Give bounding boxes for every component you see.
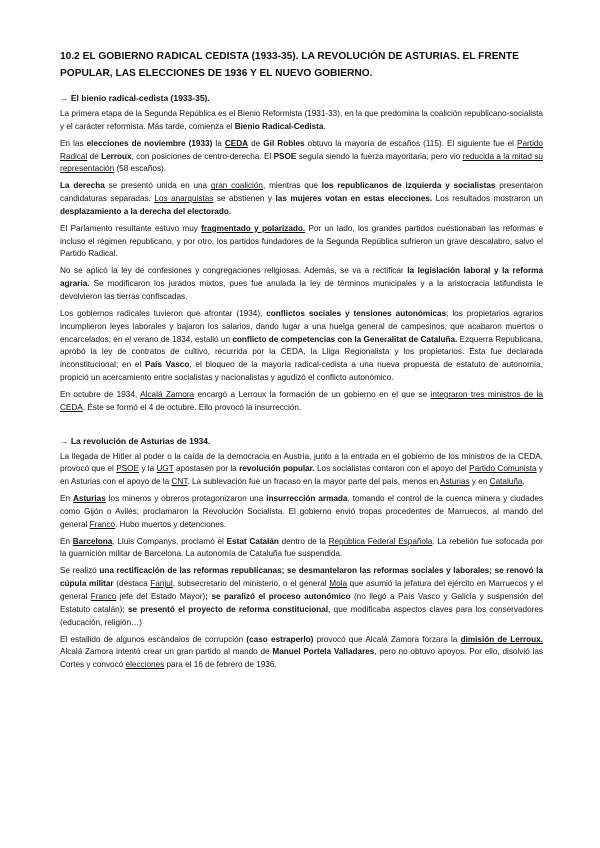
text: encargó a Lerroux la formación de un gobierno en el que se [194, 389, 431, 399]
underline-text: Alcalá Zamora [140, 389, 195, 399]
text: Los socialistas contaron con el apoyo del [314, 464, 470, 474]
text: y en Asturias con el apoyo de la [60, 464, 543, 487]
section-heading-bienio: → El bienio radical-cedista (1933-35). [60, 93, 210, 103]
underline-text: Cataluña [489, 477, 523, 487]
text: jefe del Estado Mayor) [116, 592, 206, 601]
paragraph-2 [60, 138, 543, 177]
text: obtuvo la mayoría de escaños (115). El siguiente fue el [304, 138, 518, 148]
bold-text: la legislación laboral y la reforma agraria. [60, 266, 544, 289]
text: , con posiciones de centro-derecha. El [131, 151, 274, 161]
text: Los resultados mostraron un [432, 194, 543, 204]
text: En [60, 536, 73, 546]
bold-text: desplazamiento a la derecha del electorado. [60, 206, 232, 216]
text: . Hubo muertos y detenciones. [115, 519, 227, 529]
text: , tomando el control de la cuenca minera y ciudades como Gijón o Avilés; proclamaron la Revolución Socialista. El gobierno envió tropas procedentes de Marruecos, al mando del general [60, 494, 543, 529]
underline-text: República Federal Española [328, 536, 433, 546]
bold-text: (caso estraperlo) [246, 634, 314, 644]
paragraph-11 [60, 565, 543, 629]
underline-text: Asturias [440, 477, 470, 487]
section-heading-asturias: → La revolución de Asturias de 1934. [60, 435, 211, 446]
bold-text: País Vasco [145, 360, 190, 370]
bold-underline-text: Barcelona [72, 536, 113, 546]
text: , que modificaba aspectos claves para los conservadores (educación, religión…) [60, 604, 543, 627]
bold-text: PSOE [273, 151, 297, 161]
text: (58 escaños). [114, 164, 167, 174]
text: de [248, 138, 264, 148]
text: En octubre de 1934, [60, 389, 141, 399]
text: apostasen por la [173, 464, 240, 474]
text: seguía siendo la fuerza mayoritaria, pero vio [296, 151, 463, 161]
bold-text: los republicanos de izquierda y socialistas [321, 181, 496, 191]
bold-text: Manuel Portela Valladares [272, 647, 375, 657]
paragraph-12 [60, 634, 543, 673]
paragraph-3 [60, 180, 543, 219]
paragraph-1 [60, 108, 543, 134]
underline-text: elecciones [125, 660, 165, 670]
bold-text: La derecha [60, 181, 105, 191]
text: que asumió la jefatura del ejército en Marruecos y el general [60, 579, 543, 601]
text: . [522, 477, 525, 487]
bold-text: Gil Robles [263, 138, 305, 148]
bold-underline-text: Asturias [72, 494, 106, 504]
underline-text: UGT [156, 464, 174, 474]
text: Por un lado, los grandes partidos cuestionaban las reformas e incluso el régimen republicano, y por otro, los partidos fundadores de la Segunda República sufrieron un grave descalabro, salvo el Partido Radical. [60, 223, 543, 259]
paragraph-5 [60, 265, 543, 304]
text: . [323, 121, 326, 131]
text: dentro de la [278, 536, 329, 546]
text: presentaron candidaturas separadas. [60, 181, 543, 204]
underline-text: reducida a la mitad su representación [60, 151, 543, 174]
text: (no llegó a País Vasco y Galicia y suspensión del Estatuto catalán); [60, 592, 543, 614]
text: . La sublevación fue un fracaso en la mayor parte del país, menos en [187, 477, 441, 487]
underline-text: gran coalición [210, 181, 263, 191]
text: se abstienen y [213, 194, 276, 204]
paragraph-7 [60, 389, 543, 415]
underline-text: Fanjul [150, 579, 173, 589]
underline-text: Franco [89, 519, 116, 529]
bold-text: las mujeres votan en estas elecciones. [275, 194, 433, 204]
underline-text: PSOE [116, 464, 139, 474]
underline-text: Los anarquistas [154, 194, 214, 204]
bold-underline-text: dimisión de Lerroux. [460, 634, 544, 644]
bold-text: Bienio Radical-Cedista [234, 121, 324, 131]
underline-text: Partido Radical [60, 138, 543, 161]
text: En las [60, 138, 87, 148]
paragraph-10 [60, 536, 543, 562]
text: . La rebelión fue sofocada por la guarnición militar de Barcelona. La autonomía de Cataluña fue suspendida. [60, 536, 544, 559]
text: Alcalá Zamora intentó crear un gran partido al mando de [60, 647, 273, 657]
bold-text: conflictos sociales y tensiones autonómicas [266, 308, 447, 318]
text: los mineros y obreros protagonizaron una [105, 494, 267, 504]
document-page [60, 48, 543, 676]
text: y la [138, 464, 157, 474]
text: Los gobiernos radicales tuvieron que afrontar (1934), [60, 308, 267, 318]
text: de [87, 151, 102, 161]
text: , el bloqueo de la mayoría radical-cedista a una nueva propuesta de estatuto de autonomía, propició un acercamiento entre socialistas y nacionalistas y agudizó el conflicto autonómico. [60, 360, 543, 383]
text: La primera etapa de la Segunda República es el Bienio Reformista (1931-33), en la que predomina la coalición republicano-socialista y el carácter reformista. Más tarde, comienza el [60, 109, 543, 131]
text: Se modificaron los jurados mixtos, pues fue anulada la ley de términos municipales y a la aristocracia latifundista le devolvieron las tierras confiscadas. [60, 279, 543, 301]
bold-text: se presentó el proyecto de reforma constitucional [127, 604, 329, 614]
text: El Parlamento resultante estuvo muy [60, 223, 202, 233]
text: Ezquerra Republicana, aprobó la ley de contratos de cultivo, recurrida por la CEDA, la Lliga Regionalista y los propietarios. Ésta fue declarada inconstitucional; en el [60, 334, 543, 370]
text: , mientras que [262, 181, 322, 191]
text: , Lluis Companys, proclamó el [112, 536, 227, 546]
bold-text: elecciones de noviembre (1933) [86, 138, 213, 148]
text: se presentó unida en una [104, 181, 211, 191]
text: . Éste se formó el 4 de octubre. Ello provocó la insurrección. [82, 402, 302, 412]
paragraph-9 [60, 493, 543, 532]
text: El estallido de algunos escándalos de corrupción [60, 634, 247, 644]
bold-text: Lerroux [101, 151, 132, 161]
text: No se aplicó la ley de confesiones y congregaciones religiosas. Además, se va a rectificar [60, 266, 408, 276]
bold-text: ; se paralizó el proceso autonómico [205, 592, 351, 601]
bold-text: insurrección armada [266, 494, 348, 504]
text: ; los propietarios agrarios incumplieron leyes laborales y bajaron los salarios, dando lugar a una huelga general de campesinos, que acabaron muertos o encarcelados; en el verano de 1834, estalló un [60, 308, 543, 344]
text: la [212, 138, 225, 148]
document-title: 10.2 EL GOBIERNO RADICAL CEDISTA (1933-35). LA REVOLUCIÓN DE ASTURIAS. EL FRENTE POPULAR, LAS ELECCIONES DE 1936 Y EL NUEVO GOBIERNO. [60, 51, 519, 79]
underline-text: integraron tres ministros de la CEDA [60, 389, 543, 412]
text: provocó que Alcalá Zamora forzara la [313, 634, 461, 644]
paragraph-4 [60, 223, 543, 262]
bold-text: una rectificación de las reformas republicanas; se desmantelaron las reformas sociales y laborales; se renovó la cúpula militar [60, 566, 543, 589]
underline-text: Franco [90, 592, 117, 601]
underline-text: Mola [329, 579, 348, 589]
text: En [60, 494, 73, 504]
text: Se realizó [60, 566, 100, 576]
text: para el 16 de febrero de 1936. [164, 660, 277, 670]
bold-underline-text: CEDA [224, 138, 249, 148]
bold-text: Estat Catalán [226, 536, 279, 546]
paragraph-6 [60, 308, 543, 385]
bold-text: revolución popular. [239, 464, 315, 474]
text: (destaca [113, 579, 151, 589]
text: , pero no obtuvo apoyos. Por ello, disolvió las Cortes y convocó [60, 647, 543, 670]
bold-text: conflicto de competencias con la Generalitat de Cataluña. [232, 334, 458, 344]
text: y en [469, 477, 490, 487]
text: , subsecretario del ministerio, o el general [172, 579, 330, 589]
text: La llegada de Hitler al poder o la caída de la democracia en Austria, junto a la entrada en el gobierno de los ministros de la CEDA, provocó que el [60, 451, 543, 474]
paragraph-8 [60, 451, 543, 490]
underline-text: Partido Comunista [469, 464, 537, 474]
underline-text: fragmentado y polarizado. [201, 223, 306, 233]
underline-text: CNT [171, 477, 188, 487]
